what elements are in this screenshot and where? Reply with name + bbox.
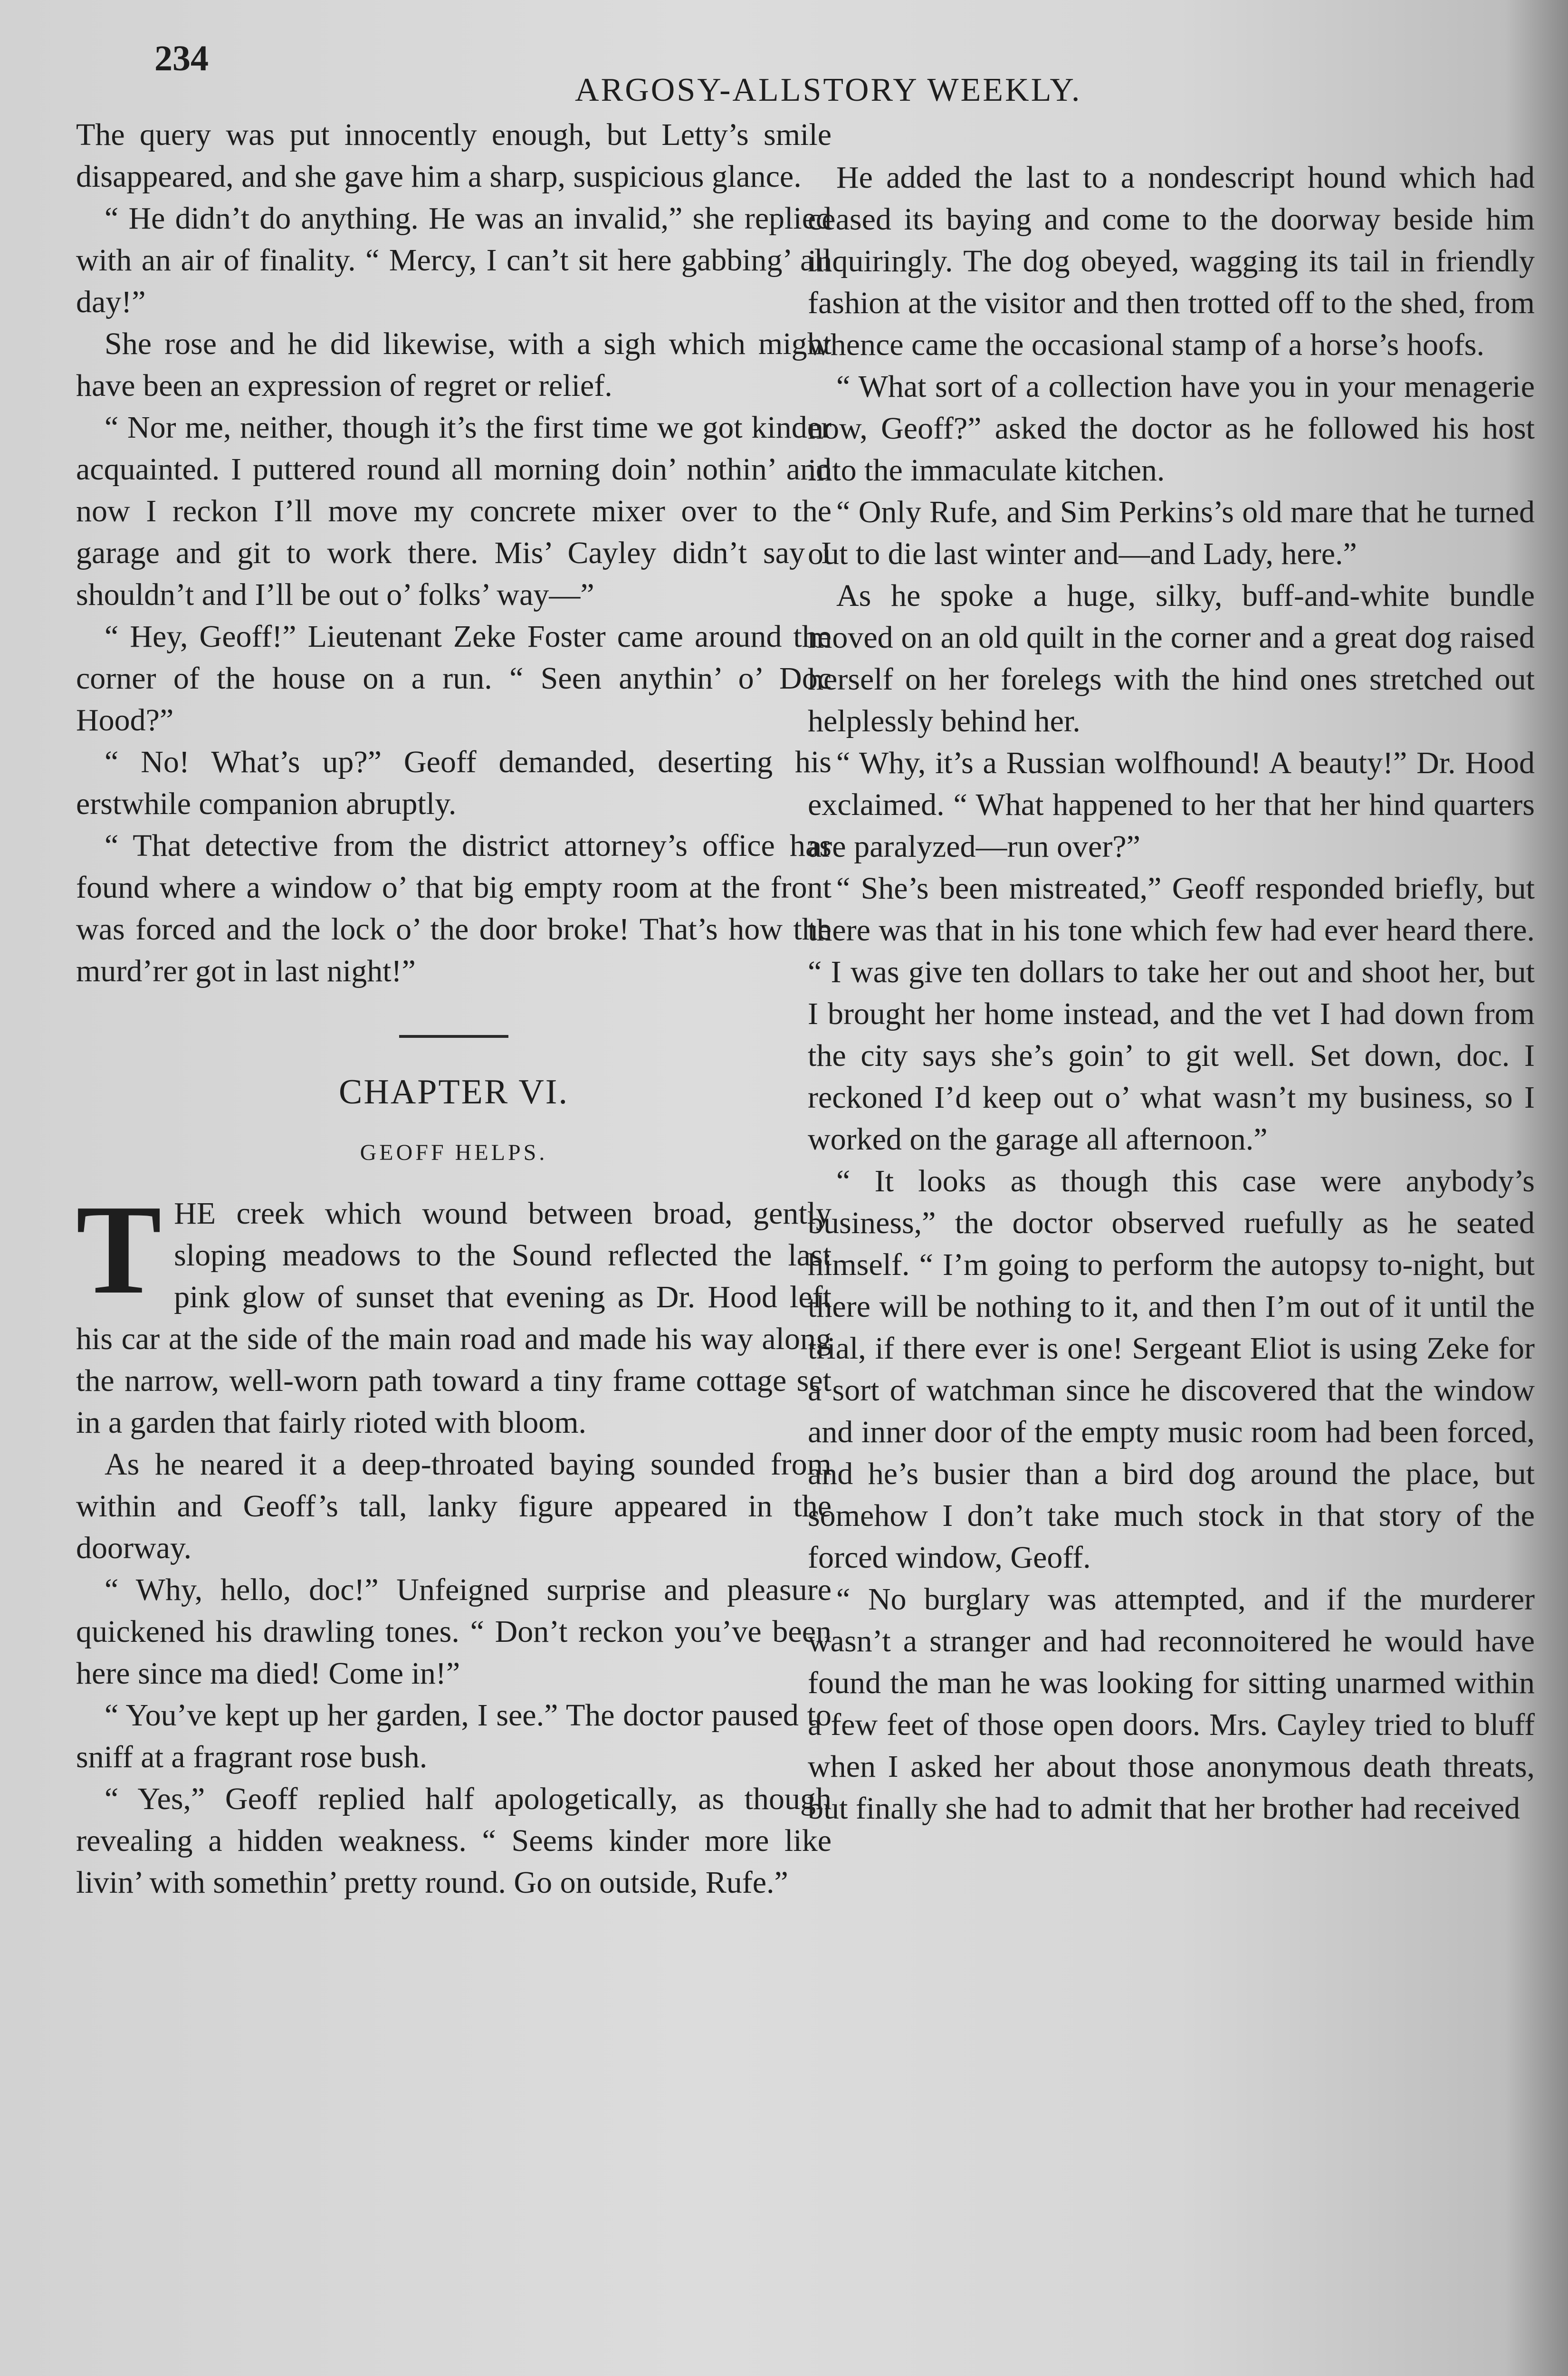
paragraph: “ Only Rufe, and Sim Perkins’s old mare that he turned out to die last winter and—and Lady, here.”	[808, 495, 1535, 571]
paragraph: “ What sort of a collection have you in your menagerie now, Geoff?” asked the doctor as he followed his host into the immaculate kitchen.	[808, 369, 1535, 488]
paragraph: “ Yes,” Geoff replied half apologetically, as though revealing a hidden weakness. “ Seems kinder more like livin’ with somethin’ pretty round. Go on outside, Rufe.”	[76, 1782, 832, 1900]
chapter-opening-paragraph	[76, 1178, 832, 1444]
paragraph: “ Why, it’s a Russian wolfhound! A beauty!” Dr. Hood exclaimed. “ What happened to her that her hind quarters are paralyzed—run over?”	[808, 746, 1535, 864]
paragraph: “ That detective from the district attorney’s office has found where a window o’ that big empty room at the front was forced and the lock o’ the door broke! That’s how the murd’rer got in last night!”	[76, 828, 832, 988]
paragraph: He added the last to a nondescript hound which had ceased its baying and come to the doorway beside him inquiringly. The dog obeyed, wagging its tail in friendly fashion at the visitor and then trotted off to the shed, from whence came the occasional stamp of a horse’s hoofs.	[808, 160, 1535, 362]
paragraph: “ No! What’s up?” Geoff demanded, deserting his erstwhile companion abruptly.	[76, 745, 832, 821]
paragraph: “ No burglary was attempted, and if the murderer wasn’t a stranger and had reconnoitered he would have found the man he was looking for sitting unarmed within a few feet of those open doors. Mrs. Cayley tried to bluff when I asked her about those anonymous death threats, but finally she had to admit that her brother had received	[808, 1582, 1535, 1826]
section-divider	[399, 1035, 508, 1038]
paragraph: As he neared it a deep-throated baying sounded from within and Geoff’s tall, lanky figure appeared in the doorway.	[76, 1447, 832, 1565]
page-number: 234	[154, 38, 209, 78]
paragraph: “ She’s been mistreated,” Geoff responded briefly, but there was that in his tone which few had ever heard there. “ I was give ten dollars to take her out and shoot her, but I brought her home instead, and the vet I had down from the city says she’s goin’ to git well. Set down, doc. I reckoned I’d keep out o’ what wasn’t my business, so I worked on the garage all afternoon.”	[808, 871, 1535, 1157]
paragraph: As he spoke a huge, silky, buff-and-white bundle moved on an old quilt in the corner and a great dog raised herself on her forelegs with the hind ones stretched out helplessly behind her.	[808, 578, 1535, 738]
drop-cap: T	[76, 1178, 162, 1321]
paragraph: “ It looks as though this case were anybody’s business,” the doctor observed ruefully as he seated himself. “ I’m going to perform the autopsy to-night, but there will be nothing to it, and then I’m out of it until the trial, if there ever is one! Sergeant Eliot is using Zeke for a sort of watchman since he discovered that the window and inner door of the empty music room had been forced, and he’s busier than a bird dog around the place, but somehow I don’t take much stock in that story of the forced window, Geoff.	[808, 1164, 1535, 1575]
paragraph: “ You’ve kept up her garden, I see.” The doctor paused to sniff at a fragrant rose bush.	[76, 1698, 832, 1774]
paragraph: She rose and he did likewise, with a sigh which might have been an expression of regret or relief.	[76, 326, 832, 403]
opening-text: HE creek which wound between broad, gently sloping meadows to the Sound reflected the last pink glow of sunset that evening as Dr. Hood left his car at the side of the main road and made his way along the narrow, well-worn path toward a tiny frame cottage set in a garden that fairly rioted with bloom.	[76, 1196, 832, 1440]
chapter-title: CHAPTER VI.	[339, 1073, 569, 1111]
paragraph: The query was put innocently enough, but Letty’s smile disappeared, and she gave him a sharp, suspicious glance.	[76, 117, 832, 194]
paragraph: “ Hey, Geoff!” Lieutenant Zeke Foster came around the corner of the house on a run. “ Seen anythin’ o’ Doc Hood?”	[76, 619, 832, 738]
left-column	[76, 114, 832, 1904]
right-column	[808, 157, 1535, 1830]
paragraph: “ Why, hello, doc!” Unfeigned surprise and pleasure quickened his drawling tones. “ Don’t reckon you’ve been here since ma died! Come in!”	[76, 1572, 832, 1691]
chapter-subtitle: GEOFF HELPS.	[360, 1140, 548, 1165]
paragraph: “ He didn’t do anything. He was an invalid,” she replied with an air of finality. “ Mercy, I can’t sit here gabbing’ all day!”	[76, 201, 832, 319]
paragraph: “ Nor me, neither, though it’s the first time we got kinder acquainted. I puttered round all morning doin’ nothin’ and now I reckon I’ll move my concrete mixer over to the garage and git to work there. Mis’ Cayley didn’t say I shouldn’t and I’ll be out o’ folks’ way—”	[76, 410, 832, 612]
running-head: ARGOSY-ALLSTORY WEEKLY.	[575, 72, 1082, 108]
